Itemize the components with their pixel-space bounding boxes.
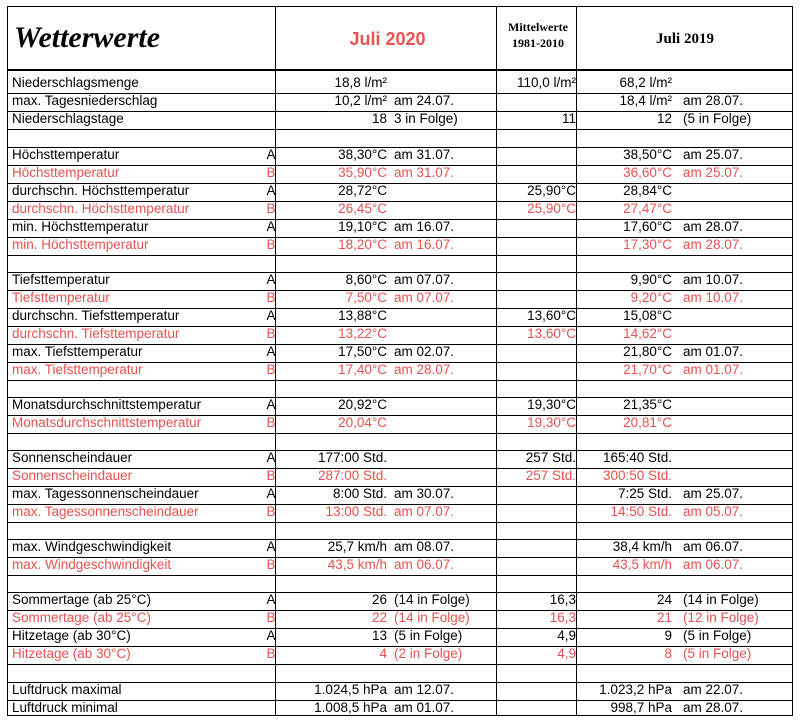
table-row [8,591,794,609]
value-2020: 17,40°C [338,362,387,377]
row-divider [8,522,792,523]
table-row [8,110,794,128]
note-2019: (5 in Folge) [683,111,752,126]
note-2019: am 06.07. [683,557,744,572]
value-2020: 18 [371,111,387,126]
row-label: Monatsdurchschnittstemperatur [12,415,202,430]
row-divider [8,664,792,665]
note-2020: am 01.07. [394,700,455,715]
note-2020: am 06.07. [394,557,455,572]
value-2020: 13,88°C [338,308,387,323]
value-2019: 9,20°C [630,290,672,305]
note-2020: (14 in Folge) [394,610,470,625]
row-label: Sommertage (ab 25°C) [12,592,151,607]
station-marker: A [266,219,276,234]
station-marker: A [266,147,276,162]
value-2020: 1.024,5 hPa [314,682,387,697]
table-row [8,396,794,414]
value-2019: 36,60°C [623,165,672,180]
station-marker: B [266,468,276,483]
note-2020: am 07.07. [394,504,455,519]
value-mittelwert: 19,30°C [527,415,576,430]
table-row [8,645,794,663]
value-2019: 9,90°C [630,272,672,287]
note-2020: am 16.07. [394,219,455,234]
note-2020: (2 in Folge) [394,646,463,661]
weather-table [7,6,793,716]
station-marker: B [266,326,276,341]
value-2020: 26,45°C [338,201,387,216]
table-row [8,449,794,467]
value-2019: 18,4 l/m² [619,93,672,108]
row-divider [8,129,792,130]
value-2020: 20,04°C [338,415,387,430]
value-2019: 17,60°C [623,219,672,234]
value-2019: 68,2 l/m² [619,75,672,90]
row-label: Sonnenscheindauer [12,468,133,483]
value-2020: 7,50°C [345,290,387,305]
value-mittelwert: 11 [561,111,576,126]
value-2020: 35,90°C [338,165,387,180]
value-2019: 8 [664,646,672,661]
note-2020: (14 in Folge) [394,592,470,607]
station-marker: A [266,450,276,465]
station-marker: B [266,415,276,430]
note-2019: am 28.07. [683,700,744,715]
value-2020: 13,22°C [338,326,387,341]
value-2019: 24 [656,592,672,607]
row-label: max. Tiefsttemperatur [12,362,143,377]
row-divider [8,575,792,576]
row-label: durchschn. Tiefsttemperatur [12,308,180,323]
table-row [8,182,794,200]
value-2020: 4 [379,646,387,661]
value-mittelwert: 110,0 l/m² [516,75,576,90]
row-divider [8,433,792,434]
row-label: max. Windgeschwindigkeit [12,539,172,554]
value-2020: 13:00 Std. [325,504,387,519]
note-2019: am 28.07. [683,93,744,108]
row-label: durchschn. Tiefsttemperatur [12,326,180,341]
note-2020: (5 in Folge) [394,628,463,643]
station-marker: A [266,486,276,501]
value-2019: 20,81°C [623,415,672,430]
value-2020: 8,60°C [345,272,387,287]
station-marker: B [266,610,276,625]
table-title: Wetterwerte [14,21,161,54]
station-marker: A [266,183,276,198]
value-2019: 12 [656,111,672,126]
value-2020: 18,8 l/m² [334,75,387,90]
row-label: durchschn. Höchsttemperatur [12,201,190,216]
value-2020: 26 [371,592,387,607]
note-2019: am 06.07. [683,539,744,554]
row-label: Tiefsttemperatur [12,290,110,305]
note-2019: am 28.07. [683,219,744,234]
table-row [8,503,794,521]
table-row [8,325,794,343]
station-marker: A [266,592,276,607]
value-mittelwert: 16,3 [549,592,576,607]
value-2019: 14,62°C [623,326,672,341]
value-2019: 28,84°C [623,183,672,198]
value-2019: 38,50°C [623,147,672,162]
mittelwerte-line-2: 1981-2010 [512,36,564,50]
note-2020: 3 in Folge) [394,111,458,126]
table-row [8,92,794,110]
note-2019: am 05.07. [683,504,744,519]
table-row [8,146,794,164]
row-label: Höchsttemperatur [12,165,120,180]
row-label: Luftdruck minimal [12,700,118,715]
note-2019: am 22.07. [683,682,744,697]
station-marker: B [266,362,276,377]
note-2020: am 30.07. [394,486,455,501]
value-2020: 18,20°C [338,237,387,252]
note-2020: am 24.07. [394,93,455,108]
value-2020: 8:00 Std. [332,486,387,501]
column-header-juli-2019: Juli 2019 [656,31,714,47]
row-label: Höchsttemperatur [12,147,120,162]
note-2020: am 12.07. [394,682,455,697]
value-2020: 1.008,5 hPa [314,700,387,715]
row-label: Sommertage (ab 25°C) [12,610,151,625]
station-marker: A [266,397,276,412]
row-label: min. Höchsttemperatur [12,219,149,234]
table-row [8,681,794,699]
value-2019: 43,5 km/h [612,557,672,572]
note-2020: am 08.07. [394,539,455,554]
note-2020: am 28.07. [394,362,455,377]
value-mittelwert: 257 Std. [525,450,576,465]
value-2019: 1.023,2 hPa [599,682,672,697]
value-mittelwert: 257 Std. [525,468,576,483]
row-divider [8,69,792,71]
value-2020: 287:00 Std. [317,468,387,483]
value-2019: 21,35°C [623,397,672,412]
value-2020: 38,30°C [338,147,387,162]
station-marker: B [266,201,276,216]
note-2019: (5 in Folge) [683,628,752,643]
value-mittelwert: 13,60°C [527,326,576,341]
station-marker: A [266,272,276,287]
note-2020: am 31.07. [394,165,455,180]
row-label: durchschn. Höchsttemperatur [12,183,190,198]
row-label: max. Tiefsttemperatur [12,344,143,359]
note-2019: (12 in Folge) [683,610,759,625]
note-2020: am 16.07. [394,237,455,252]
value-2019: 165:40 Std. [602,450,672,465]
value-2020: 19,10°C [338,219,387,234]
table-row [8,485,794,503]
table-row [8,218,794,236]
row-label: Sonnenscheindauer [12,450,133,465]
note-2019: am 25.07. [683,147,744,162]
value-mittelwert: 25,90°C [527,201,576,216]
value-2019: 21,80°C [623,344,672,359]
table-row [8,361,794,379]
value-mittelwert: 13,60°C [527,308,576,323]
row-label: Niederschlagsmenge [12,75,139,90]
station-marker: B [266,237,276,252]
station-marker: A [266,344,276,359]
table-row [8,538,794,556]
column-header-mittelwerte [496,19,580,51]
value-2020: 10,2 l/m² [334,93,387,108]
value-2020: 20,92°C [338,397,387,412]
mittelwerte-line-1: Mittelwerte [508,20,568,34]
note-2020: am 31.07. [394,147,455,162]
value-2019: 38,4 km/h [612,539,672,554]
station-marker: B [266,165,276,180]
value-2020: 17,50°C [338,344,387,359]
row-label: Hitzetage (ab 30°C) [12,646,131,661]
note-2020: am 02.07. [394,344,455,359]
column-header-juli-2020: Juli 2020 [349,29,426,49]
row-label: max. Windgeschwindigkeit [12,557,172,572]
station-marker: B [266,290,276,305]
value-2019: 21,70°C [623,362,672,377]
value-2019: 7:25 Std. [617,486,672,501]
value-mittelwert: 25,90°C [527,183,576,198]
note-2019: am 01.07. [683,344,744,359]
note-2019: am 28.07. [683,237,744,252]
value-2020: 177:00 Std. [317,450,387,465]
table-row [8,556,794,574]
value-mittelwert: 4,9 [557,628,576,643]
value-2019: 27,47°C [623,201,672,216]
note-2020: am 07.07. [394,290,455,305]
table-row [8,289,794,307]
row-label: Luftdruck maximal [12,682,122,697]
table-row [8,200,794,218]
value-2019: 17,30°C [623,237,672,252]
value-2020: 13 [371,628,387,643]
value-2019: 15,08°C [623,308,672,323]
value-2019: 21 [656,610,672,625]
note-2019: am 01.07. [683,362,744,377]
value-2019: 998,7 hPa [610,700,672,715]
note-2019: am 25.07. [683,165,744,180]
note-2019: (5 in Folge) [683,646,752,661]
value-2019: 9 [664,628,672,643]
note-2019: am 10.07. [683,290,744,305]
row-label: Monatsdurchschnittstemperatur [12,397,202,412]
table-row [8,236,794,254]
table-row [8,467,794,485]
value-mittelwert: 16,3 [549,610,576,625]
table-row [8,414,794,432]
station-marker: A [266,628,276,643]
row-label: Hitzetage (ab 30°C) [12,628,131,643]
note-2020: am 07.07. [394,272,455,287]
station-marker: A [266,308,276,323]
row-label: max. Tagessonnenscheindauer [12,504,199,519]
table-row [8,74,794,92]
station-marker: B [266,557,276,572]
note-2019: am 25.07. [683,486,744,501]
table-row [8,271,794,289]
table-row [8,343,794,361]
row-label: min. Höchsttemperatur [12,237,149,252]
value-2019: 300:50 Std. [602,468,672,483]
note-2019: (14 in Folge) [683,592,759,607]
station-marker: A [266,539,276,554]
row-label: max. Tagesniederschlag [12,93,158,108]
station-marker: B [266,504,276,519]
value-2020: 22 [371,610,387,625]
row-divider [8,255,792,256]
value-mittelwert: 19,30°C [527,397,576,412]
value-2020: 28,72°C [338,183,387,198]
value-2020: 25,7 km/h [327,539,387,554]
station-marker: B [266,646,276,661]
row-label: Niederschlagstage [12,111,124,126]
table-row [8,699,794,717]
row-label: max. Tagessonnenscheindauer [12,486,199,501]
value-mittelwert: 4,9 [557,646,576,661]
row-divider [8,380,792,381]
note-2019: am 10.07. [683,272,744,287]
row-label: Tiefsttemperatur [12,272,110,287]
table-row [8,609,794,627]
table-row [8,307,794,325]
value-2020: 43,5 km/h [327,557,387,572]
table-row [8,627,794,645]
table-row [8,164,794,182]
value-2019: 14:50 Std. [610,504,672,519]
